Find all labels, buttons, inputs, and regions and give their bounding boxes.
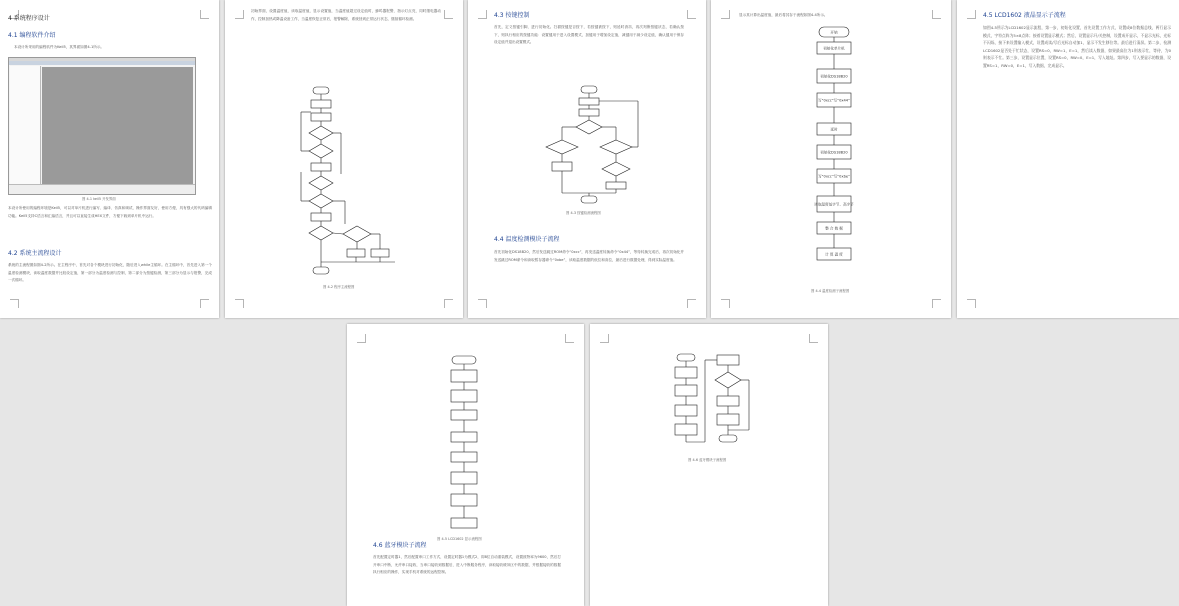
keil5-screenshot bbox=[8, 57, 196, 195]
paragraph: 显示其计算出温度值，最后将其存于流程如图4-4所示。 bbox=[739, 13, 828, 17]
paragraph: 首先配置定时器1，然后配置串口工作方式，设置定时器1为模式2，即8位自动重装模式，设置波特率为9600，然后打开串口中断，允许串口接收，当串口接收到数据后，进入中断服务程序，读取接收缓冲区中的数据，并根据接收的数据执行相应的操作，实现手机对系统的远程控制。 bbox=[373, 555, 561, 575]
flow-step: 整 合 数 据 bbox=[825, 226, 843, 231]
document-page-1 bbox=[0, 0, 219, 318]
section-heading: 4.1 编程软件介绍 bbox=[8, 32, 56, 39]
flow-step: 开始 bbox=[830, 30, 838, 35]
document-page-3 bbox=[468, 0, 706, 318]
chapter-heading: 4 系统程序设计 bbox=[8, 15, 50, 22]
document-page-2 bbox=[225, 0, 463, 318]
flow-step: 初始化DS18B20 bbox=[820, 150, 848, 155]
figure-caption: 图 4-6 蓝牙模块子流程图 bbox=[688, 458, 727, 462]
paragraph: 本设计所使用的编程环境是Keil5，可以对单片机进行编写、编译、仿真和调试，操作界面友好，使用方便，具有强大的代码编辑功能。Keil5支持C语言和汇编语言，并且可以直接生成HEX文件，方便下载到单片机中运行。 bbox=[8, 206, 212, 218]
paragraph: 首先初始化DS18B20，然后发送跳过ROM命令“0xcc”，再发送温度转换命令“0x44”，等待转换完成后，再次初始化并发送跳过ROM命令和读取暂存器命令“0xbe”，读取温度数据的低位和高位，最后进行数据处理，得到实际温度值。 bbox=[494, 250, 684, 262]
paragraph: 本设计所采用的编程软件为Keil5，其界面如图4-1所示。 bbox=[14, 45, 105, 49]
document-page-5 bbox=[957, 0, 1179, 318]
figure-caption: 图 4-2 程序主流程图 bbox=[323, 285, 355, 289]
flow-step: 计 算 温 度 bbox=[825, 252, 843, 257]
main-flowchart bbox=[295, 84, 405, 280]
paragraph: 如图4-5所示为LCD1602显示流程，第一步，初始化设置，首先设置工作方式，设置成8位数据总线，两行显示模式，字符点阵为5×8点阵；接着设置显示模式；然后，设置显示开/关控制，设置成开显示，不显示光标，光标不闪烁，接下来设置输入模式，设置成读/写后光标自动加1，显示不发生移位等。最后进行清屏。第二步，检测LCD1602是否处于忙状态，设置RS=0，RW=1，E=1，然后读入数据，如果最高位为1则表示忙，等待，为0则表示不忙。第三步，设置显示位置，设置RS=0，RW=0，E=1，写入地址。第四步，写入要显示的数据，设置RS=1，RW=0，E=1，写入数据，完成显示。 bbox=[983, 25, 1171, 68]
paragraph: 系统的主流程图如图4-2所示。在主程序中，首先对各个模块进行初始化，随后进入while主循环。在主循环中，首先进入第一个温度检测模块，读取温度数据并比较设定值，第一部分为温度检测与控制，第二部分为按键检测，第三部分为显示与报警，完成一次循环。 bbox=[8, 263, 212, 283]
flow-step: 初始化DS18B20 bbox=[820, 74, 848, 79]
figure-caption: 图 4-3 按键检测流程图 bbox=[566, 211, 601, 215]
lcd-flowchart bbox=[442, 354, 488, 536]
paragraph: 首先，定义按键引脚，进行初始化。扫描按键是否按下，若按键被按下，则延时消抖，再次判断按键状态，若确认按下，则执行相应的按键功能：设置键用于进入设置模式，加键用于增加设定值，减键用于减少设定值，确认键用于保存设定值并退出设置模式。 bbox=[494, 25, 684, 45]
document-page-7 bbox=[590, 324, 828, 606]
paragraph: 初始界面，设置温度值，读取温度值，显示设置值，当温度值超过设定值时，蜂鸣器报警，指示灯点亮，同时继电器动作，控制加热或降温设备工作，当温度恢复正常后，报警解除，系统回到正常运行状态，继续循环检测。 bbox=[251, 9, 441, 21]
flow-step: 写“0xcc”写“0x44” bbox=[818, 98, 850, 103]
flow-step: 延时 bbox=[830, 127, 838, 132]
temperature-flowchart bbox=[811, 24, 857, 286]
flow-step: 写“0xcc”写“0xbe” bbox=[818, 174, 850, 179]
bluetooth-flowchart bbox=[665, 352, 755, 452]
section-heading: 4.2 系统主流程设计 bbox=[8, 250, 62, 257]
figure-caption: 图 4-4 温度检测子流程图 bbox=[811, 289, 850, 293]
section-heading: 4.5 LCD1602 液晶显示子流程 bbox=[983, 12, 1066, 19]
flow-step: 初始化单片机 bbox=[823, 46, 845, 51]
document-page-6 bbox=[347, 324, 584, 606]
section-heading: 4.3 按键控制 bbox=[494, 12, 530, 19]
key-scan-flowchart bbox=[534, 84, 644, 208]
flow-step: 读取温度低字节、高字节 bbox=[814, 202, 854, 207]
section-heading: 4.6 蓝牙模块子流程 bbox=[373, 542, 427, 549]
figure-caption: 图 4-1 keil5 开发界面 bbox=[82, 197, 116, 201]
section-heading: 4.4 温度检测模块子流程 bbox=[494, 236, 560, 243]
figure-caption: 图 4-5 LCD1602 显示流程图 bbox=[437, 537, 482, 541]
document-page-4 bbox=[711, 0, 951, 318]
